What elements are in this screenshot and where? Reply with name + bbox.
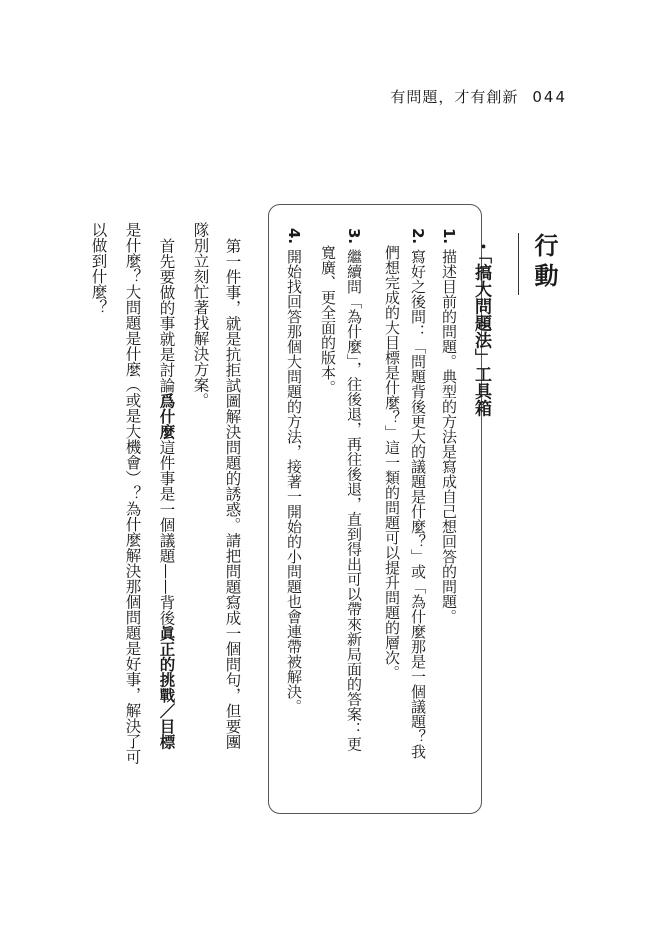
toolbox-item-2 [410, 228, 425, 759]
toolbox-item-2-continued: 們想完成的大目標是什麼？」這一類的問題可以提升問題的層次。 [383, 245, 401, 680]
paragraph-1-line-1: 第一件事，就是抗拒試圖解決問題的誘惑。請把問題寫成一個問句，但要團 [223, 238, 242, 750]
toolbox-item-number: 2. [409, 228, 427, 245]
book-title: 有問題，才有創新 [390, 88, 519, 106]
toolbox-item-1 [441, 228, 456, 624]
paragraph-text: 首先要做的事就是討論 [157, 238, 176, 393]
emphasis-real-challenge: 眞正的挑戰／目標 [157, 625, 177, 750]
emphasis-why: 爲什麼 [157, 393, 177, 440]
paragraph-2-line-1 [158, 238, 175, 750]
section-title: 行動 [514, 233, 562, 303]
toolbox-item-text: 開始找回答那個大問題的方法，接著一開始的小問題也會連帶被解決。 [285, 248, 303, 714]
page-number: 044 [532, 88, 567, 106]
toolbox-item-number: 3. [345, 228, 363, 245]
toolbox-item-4 [286, 228, 301, 714]
paragraph-2-line-2: 是什麼？大問題是什麼（或是大機會）？為什麼解決那個問題是好事，解決了可 [123, 222, 142, 765]
toolbox-item-3-continued: 寬廣、更全面的版本。 [319, 245, 337, 395]
paragraph-1-line-2: 隊別立刻忙著找解決方案。 [191, 222, 210, 408]
paragraph-text: 這件事是一個議題——背後 [157, 439, 176, 626]
paragraph-2-line-3: 以做到什麼？ [89, 222, 108, 315]
toolbox-item-text: 描述目前的問題。典型的方法是寫成自己想回答的問題。 [440, 248, 458, 624]
toolbox-item-text: 寫好之後問：「問題背後更大的議題是什麼？」或「為什麼那是一個議題？我 [409, 248, 427, 759]
running-header [390, 86, 567, 107]
toolbox-item-text: 繼續問「為什麼」，往後退，再往後退，直到得出可以帶來新局面的答案：更 [345, 248, 363, 752]
toolbox-item-number: 1. [440, 228, 458, 245]
toolbox-heading: ・「搞大問題法」工具箱 [471, 238, 491, 417]
toolbox-item-number: 4. [285, 228, 303, 245]
toolbox-item-3 [346, 228, 361, 751]
